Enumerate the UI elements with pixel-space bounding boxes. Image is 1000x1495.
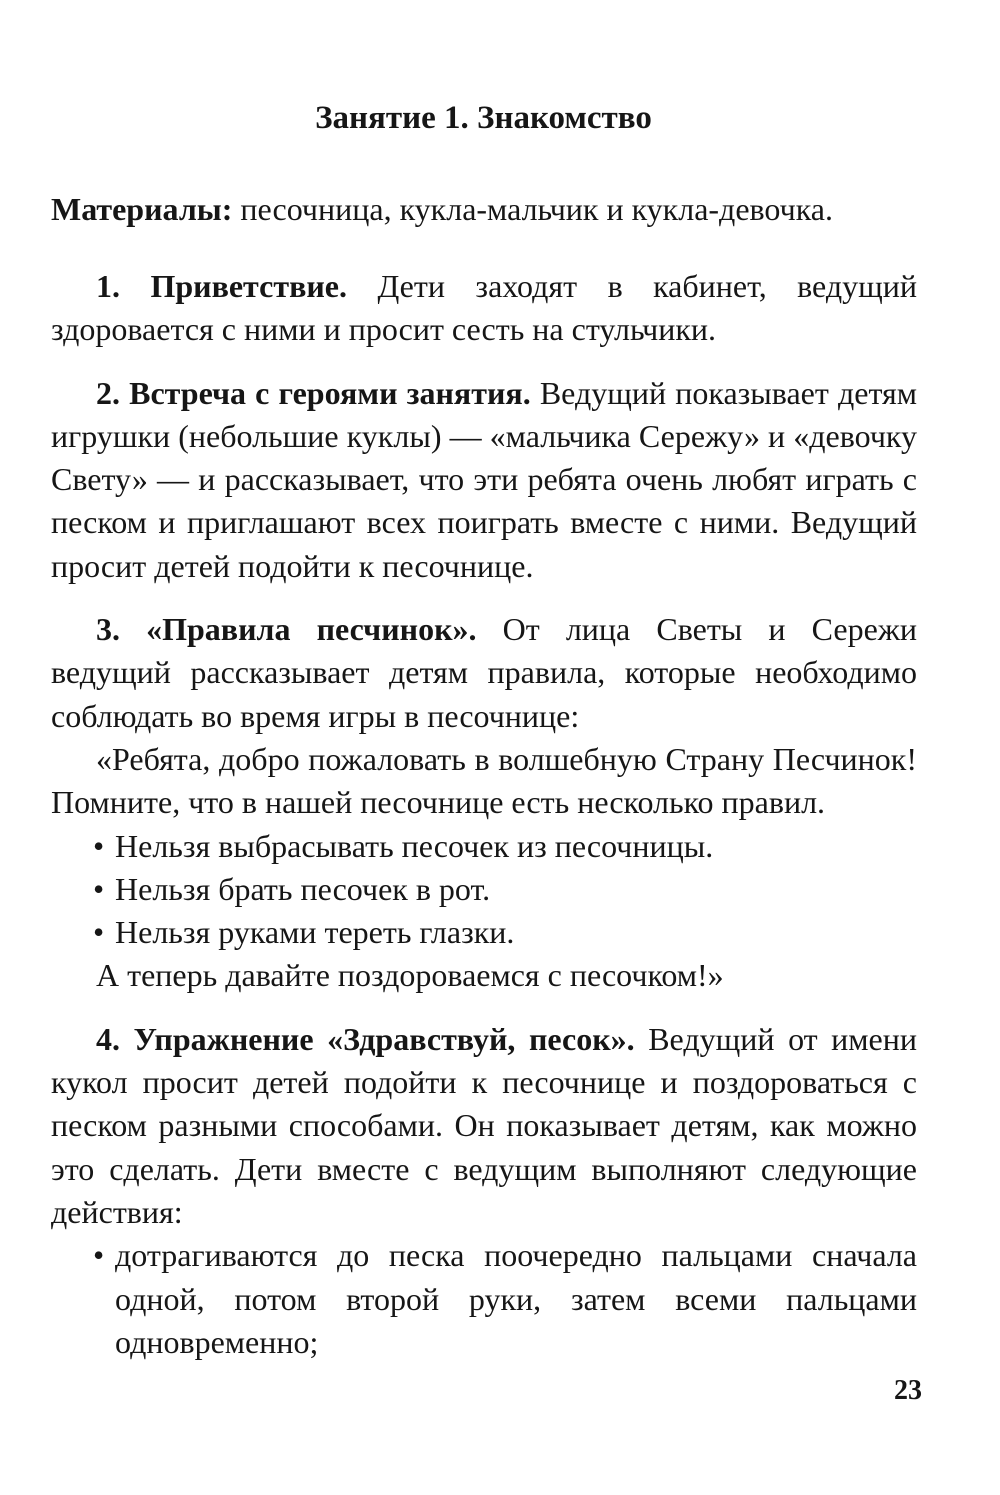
section-2 — [51, 372, 917, 588]
section-1 — [51, 265, 917, 352]
section-text: Ведущий показывает детям игрушки (небольшие куклы) — «мальчика Сережу» и «девочку Свету» — и рассказывает, что эти ребята очень любят играть с песком и приглашают всех поиграть вместе с ними. Ведущий просит детей подойти к песочнице. — [51, 374, 918, 584]
materials-text: песочница, кукла-мальчик и кукла-девочка. — [232, 191, 833, 227]
rules-outro: А теперь давайте поздороваемся с песочком!» — [96, 957, 724, 994]
section-4 — [51, 1018, 917, 1234]
bullet-icon: • — [93, 914, 105, 951]
actions-list — [51, 1234, 917, 1364]
section-heading: 1. Приветствие. — [96, 268, 348, 304]
rules-list — [51, 825, 917, 955]
action-text: дотрагиваются до песка поочередно пальцами сначала одной, потом второй руки, затем всеми пальцами одновременно; — [115, 1237, 917, 1360]
section-heading: 4. Упражнение «Здравствуй, песок». — [96, 1020, 635, 1057]
bullet-icon: • — [93, 1237, 105, 1274]
materials-paragraph — [51, 188, 917, 231]
rule-text: Нельзя руками тереть глазки. — [115, 914, 515, 951]
section-text: От лица Светы и Сережи ведущий рассказывает детям правила, которые необходимо соблюдать во время игры в песочнице: — [51, 611, 918, 734]
section-heading: 2. Встреча с героями занятия. — [96, 374, 531, 411]
page-title: Занятие 1. Знакомство — [315, 100, 652, 136]
section-text: Ведущий от имени кукол просит детей подойти к песочнице и поздороваться с песком разными способами. Он показывает детям, как можно это сделать. Дети вместе с ведущим выполняют следующие действия: — [51, 1020, 918, 1230]
section-text: Дети заходят в кабинет, ведущий здоровается с ними и просит сесть на стульчики. — [51, 268, 918, 348]
section-3 — [51, 608, 917, 738]
list-item — [51, 1234, 917, 1364]
rule-text: Нельзя брать песочек в рот. — [115, 870, 491, 907]
page-number: 23 — [894, 1375, 922, 1406]
section-heading: 3. «Правила песчинок». — [96, 611, 477, 648]
bullet-icon: • — [93, 827, 105, 864]
materials-label: Материалы: — [51, 191, 233, 227]
list-item — [51, 868, 917, 911]
rules-intro: «Ребята, добро пожаловать в волшебную Страну Песчинок! Помните, что в нашей песочнице есть несколько правил. — [51, 740, 917, 821]
bullet-icon: • — [93, 870, 105, 907]
list-item — [51, 825, 917, 868]
rule-text: Нельзя выбрасывать песочек из песочницы. — [115, 827, 714, 864]
list-item — [51, 911, 917, 954]
body-text — [51, 265, 917, 1364]
